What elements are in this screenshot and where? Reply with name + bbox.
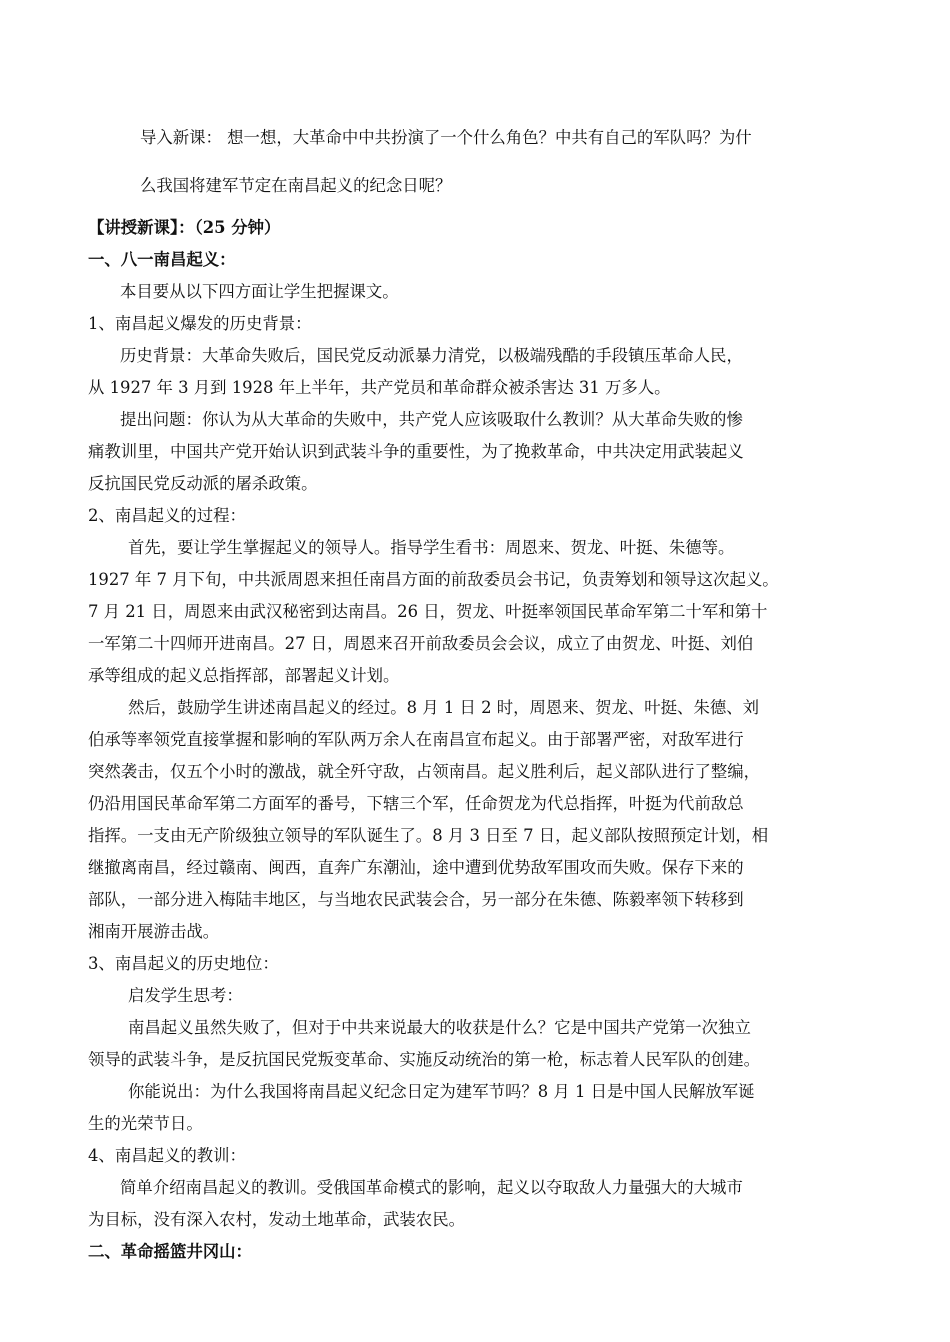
paragraph-line: 继撤离南昌，经过赣南、闽西，直奔广东潮汕，途中遭到优势敌军围攻而失败。保存下来的 xyxy=(88,858,744,877)
subsection-3-title: 3、南昌起义的历史地位： xyxy=(88,954,279,973)
paragraph-line: 南昌起义虽然失败了，但对于中共来说最大的收获是什么？它是中国共产党第一次独立 xyxy=(128,1018,751,1037)
subsection-4-title: 4、南昌起义的教训： xyxy=(88,1146,246,1165)
paragraph-line: 生的光荣节日。 xyxy=(88,1114,203,1133)
paragraph-line: 痛教训里，中国共产党开始认识到武装斗争的重要性，为了挽救革命，中共决定用武装起义 xyxy=(88,442,744,461)
paragraph-line: 首先，要让学生掌握起义的领导人。指导学生看书：周恩来、贺龙、叶挺、朱德等。 xyxy=(128,538,735,557)
paragraph-line: 历史背景：大革命失败后，国民党反动派暴力清党，以极端残酷的手段镇压革命人民， xyxy=(120,346,743,365)
paragraph-line: 反抗国民党反动派的屠杀政策。 xyxy=(88,474,318,493)
paragraph-line: 启发学生思考： xyxy=(128,986,243,1005)
section-1-heading: 一、八一南昌起义： xyxy=(88,250,236,269)
paragraph-line: 一军第二十四师开进南昌。27 日，周恩来召开前敌委员会会议，成立了由贺龙、叶挺、刘伯 xyxy=(88,634,754,653)
paragraph-line: 湘南开展游击战。 xyxy=(88,922,220,941)
paragraph-line: 然后，鼓励学生讲述南昌起义的经过。8 月 1 日 2 时，周恩来、贺龙、叶挺、朱德、刘 xyxy=(128,698,760,717)
paragraph-line: 部队，一部分进入梅陆丰地区，与当地农民武装会合，另一部分在朱德、陈毅率领下转移到 xyxy=(88,890,744,909)
paragraph-line: 突然袭击，仅五个小时的激战，就全歼守敌，占领南昌。起义胜利后，起义部队进行了整编， xyxy=(88,762,761,781)
paragraph-line: 指挥。一支由无产阶级独立领导的军队诞生了。8 月 3 日至 7 日，起义部队按照预定计划，相 xyxy=(88,826,769,845)
paragraph-line: 你能说出：为什么我国将南昌起义纪念日定为建军节吗？8 月 1 日是中国人民解放军诞 xyxy=(128,1082,755,1101)
paragraph-line: 简单介绍南昌起义的教训。受俄国革命模式的影响，起义以夺取敌人力量强大的大城市 xyxy=(120,1178,743,1197)
section-1-intro: 本目要从以下四方面让学生把握课文。 xyxy=(120,282,399,301)
paragraph-line: 伯承等率领党直接掌握和影响的军队两万余人在南昌宣布起义。由于部署严密，对敌军进行 xyxy=(88,730,744,749)
subsection-2-title: 2、南昌起义的过程： xyxy=(88,506,246,525)
section-2-heading: 二、革命摇篮井冈山： xyxy=(88,1242,252,1261)
paragraph-line: 承等组成的起义总指挥部，部署起义计划。 xyxy=(88,666,400,685)
intro-line-2: 么我国将建军节定在南昌起义的纪念日呢？ xyxy=(140,176,452,195)
paragraph-line: 为目标，没有深入农村，发动土地革命，武装农民。 xyxy=(88,1210,465,1229)
paragraph-line: 1927 年 7 月下旬，中共派周恩来担任南昌方面的前敌委员会书记，负责筹划和领导这次起义。 xyxy=(88,570,779,589)
lecture-heading: 【讲授新课】：（25 分钟） xyxy=(88,218,281,237)
paragraph-line: 从 1927 年 3 月到 1928 年上半年，共产党员和革命群众被杀害达 31 万多人。 xyxy=(88,378,671,397)
subsection-1-title: 1、南昌起义爆发的历史背景： xyxy=(88,314,312,333)
paragraph-line: 领导的武装斗争，是反抗国民党叛变革命、实施反动统治的第一枪，标志着人民军队的创建。 xyxy=(88,1050,761,1069)
intro-line-1: 导入新课： 想一想，大革命中中共扮演了一个什么角色？中共有自己的军队吗？为什 xyxy=(140,128,752,147)
paragraph-line: 提出问题：你认为从大革命的失败中，共产党人应该吸取什么教训？从大革命失败的惨 xyxy=(120,410,743,429)
paragraph-line: 7 月 21 日，周恩来由武汉秘密到达南昌。26 日，贺龙、叶挺率领国民革命军第二十军和第十 xyxy=(88,602,768,621)
paragraph-line: 仍沿用国民革命军第二方面军的番号，下辖三个军，任命贺龙为代总指挥，叶挺为代前敌总 xyxy=(88,794,744,813)
